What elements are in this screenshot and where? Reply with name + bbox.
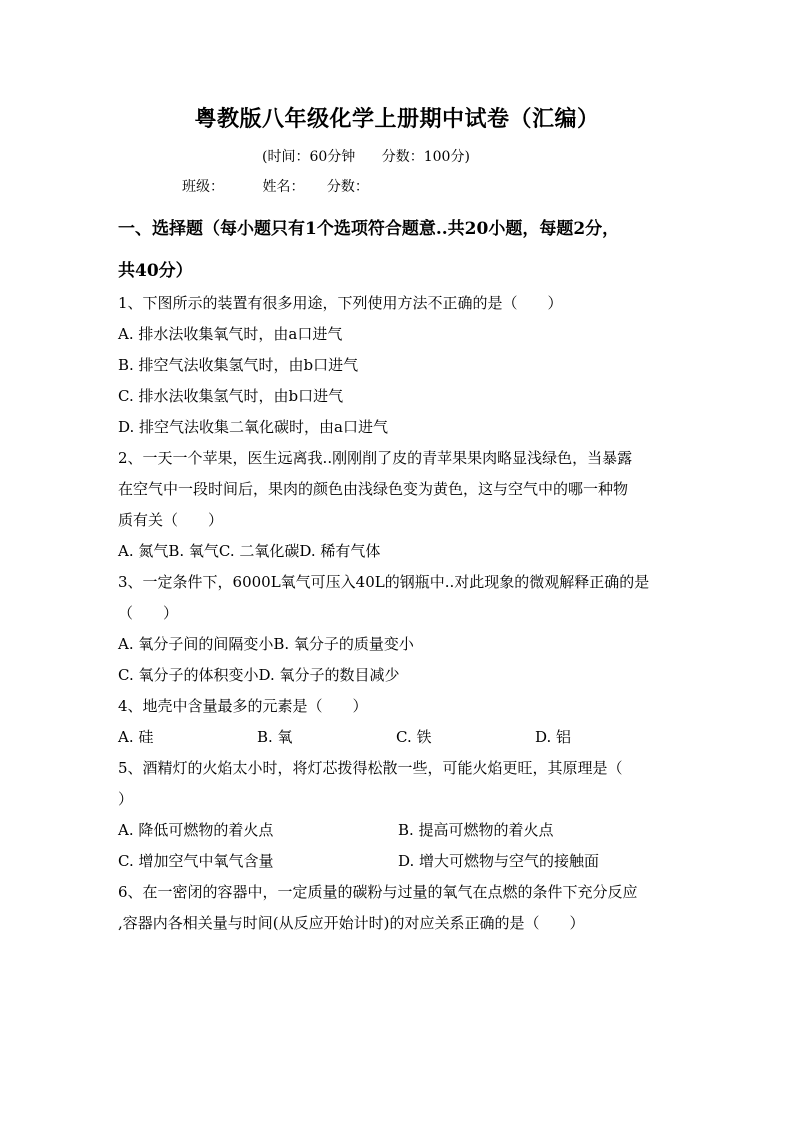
score-label: 分数： — [326, 179, 369, 195]
section-heading-line1: 一、选择题（每小题只有1个选项符合题意..共20小题，每题2分， — [118, 219, 620, 239]
name-label: 姓名： — [262, 179, 305, 195]
q2-stem-line1: 2、一天一个苹果，医生远离我..刚刚削了皮的青苹果果肉略显浅绿色，当暴露 — [118, 449, 633, 467]
q5-options-row2 — [118, 846, 678, 877]
q2-stem-line2: 在空气中一段时间后，果肉的颜色由浅绿色变为黄色，这与空气中的哪一种物 — [118, 480, 629, 498]
q3-stem-line1: 3、一定条件下，6000L氧气可压入40L的钢瓶中..对此现象的微观解释正确的是 — [118, 573, 650, 591]
q4-option-d: D. 铝 — [535, 728, 572, 746]
q1-option-b: B. 排空气法收集氢气时，由b口进气 — [118, 356, 359, 374]
exam-score: 分数：100分) — [381, 149, 470, 165]
q5-option-d: D. 增大可燃物与空气的接触面 — [398, 852, 600, 870]
q5-stem-line2: ） — [118, 790, 134, 808]
exam-time: (时间：60分钟 — [262, 149, 356, 165]
q4-options — [118, 722, 678, 753]
q5-option-b: B. 提高可燃物的着火点 — [398, 821, 554, 839]
q4-option-c: C. 铁 — [396, 728, 432, 746]
q2-stem-line3: 质有关（ ） — [118, 511, 224, 529]
q3-options-line2: C. 氧分子的体积变小D. 氧分子的数目减少 — [118, 666, 400, 684]
student-info — [182, 176, 369, 196]
q1-stem: 1、下图所示的装置有很多用途，下列使用方法不正确的是（ ） — [118, 294, 563, 312]
page-title: 粤教版八年级化学上册期中试卷（汇编） — [194, 106, 600, 132]
q3-options-line1: A. 氧分子间的间隔变小B. 氧分子的质量变小 — [118, 635, 414, 653]
section-heading-line2: 共40分） — [118, 261, 193, 281]
q6-stem-line2: ,容器内各相关量与时间(从反应开始计时)的对应关系正确的是（ ） — [118, 914, 585, 932]
class-label: 班级： — [182, 179, 224, 195]
q6-stem-line1: 6、在一密闭的容器中，一定质量的碳粉与过量的氧气在点燃的条件下充分反应 — [118, 883, 638, 901]
q5-stem-line1: 5、酒精灯的火焰太小时，将灯芯拨得松散一些，可能火焰更旺，其原理是（ — [118, 759, 623, 777]
q3-stem-line2: （ ） — [118, 604, 179, 622]
q4-option-b: B. 氧 — [257, 728, 293, 746]
questions — [118, 288, 678, 939]
q5-option-a: A. 降低可燃物的着火点 — [118, 821, 274, 839]
q5-options-row1 — [118, 815, 678, 846]
exam-meta — [262, 146, 470, 166]
q5-option-c: C. 增加空气中氧气含量 — [118, 852, 274, 870]
section-heading — [118, 208, 678, 292]
q1-option-a: A. 排水法收集氧气时，由a口进气 — [118, 325, 343, 343]
q4-stem: 4、地壳中含量最多的元素是（ ） — [118, 697, 368, 715]
q1-option-d: D. 排空气法收集二氧化碳时，由a口进气 — [118, 418, 388, 436]
q2-options: A. 氮气B. 氧气C. 二氧化碳D. 稀有气体 — [118, 542, 381, 560]
q1-option-c: C. 排水法收集氢气时，由b口进气 — [118, 387, 344, 405]
q4-option-a: A. 硅 — [118, 728, 154, 746]
